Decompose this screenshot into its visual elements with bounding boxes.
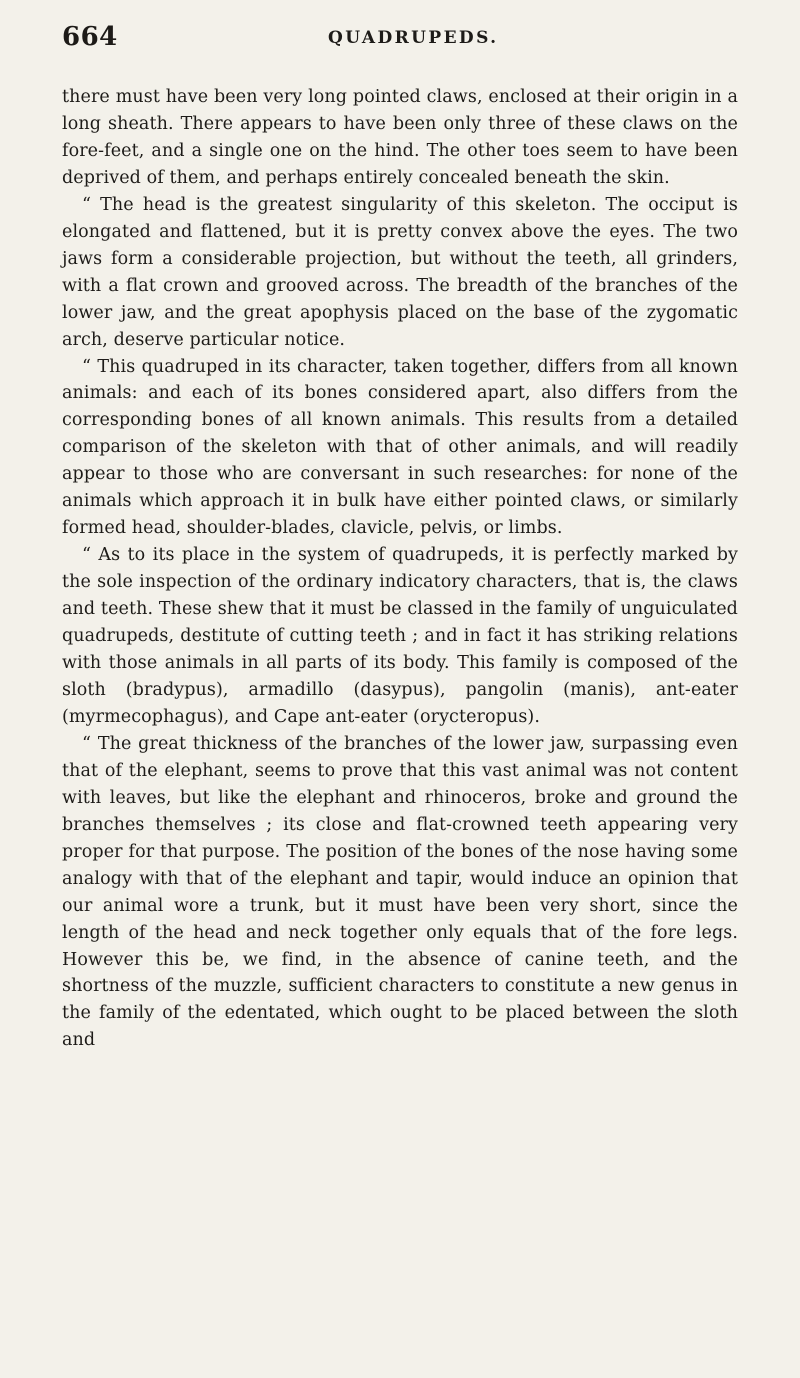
paragraph: there must have been very long pointed claws, enclosed at their origin in a long sheath. There appears to have been only three of these claws on the fore-feet, and a single one on the hind. The other toes seem to have been deprived of them, and perhaps entirely concealed beneath the skin. bbox=[62, 87, 738, 188]
paragraph: “ As to its place in the system of quadrupeds, it is perfectly marked by the sole inspection of the ordinary indicatory characters, that is, the claws and teeth. These shew that it must be classed in the family of unguiculated quadrupeds, destitute of cutting teeth ; and in fact it has striking relations with those animals in all parts of its body. This family is composed of the sloth (bradypus), armadillo (dasypus), pangolin (manis), ant-eater (myrmecophagus), and Cape ant-eater (orycteropus). bbox=[62, 545, 738, 727]
running-head: QUADRUPEDS. bbox=[328, 28, 499, 48]
paragraph: “ The great thickness of the branches of the lower jaw, surpassing even that of the elephant, seems to prove that this vast animal was not content with leaves, but like the elephant and rhinoceros, broke and ground the branches themselves ; its close and flat-crowned teeth appearing very proper for that purpose. The position of the bones of the nose having some analogy with that of the elephant and tapir, would induce an opinion that our animal wore a trunk, but it must have been very short, since the length of the head and neck together only equals that of the fore legs. However this be, we find, in the absence of canine teeth, and the shortness of the muzzle, sufficient characters to constitute a new genus in the family of the edentated, which ought to be placed between the sloth and bbox=[62, 733, 738, 1051]
page-number: 664 bbox=[62, 22, 118, 52]
paragraph: “ This quadruped in its character, taken together, differs from all known animals: and each of its bones considered apart, also differs from the corresponding bones of all known animals. This results from a detailed comparison of the skeleton with that of other animals, and will readily appear to those who are conversant in such researches: for none of the animals which approach it in bulk have either pointed claws, or similarly formed head, shoulder-blades, clavicle, pelvis, or limbs. bbox=[62, 356, 738, 539]
paragraph: “ The head is the greatest singularity of this skeleton. The occiput is elongated and flattened, but it is pretty convex above the eyes. The two jaws form a considerable projection, but without the teeth, all grinders, with a flat crown and grooved across. The breadth of the branches of the lower jaw, and the great apophysis placed on the base of the zygomatic arch, deserve particular notice. bbox=[62, 194, 738, 350]
page-header bbox=[62, 18, 744, 64]
body-text bbox=[62, 84, 738, 1054]
